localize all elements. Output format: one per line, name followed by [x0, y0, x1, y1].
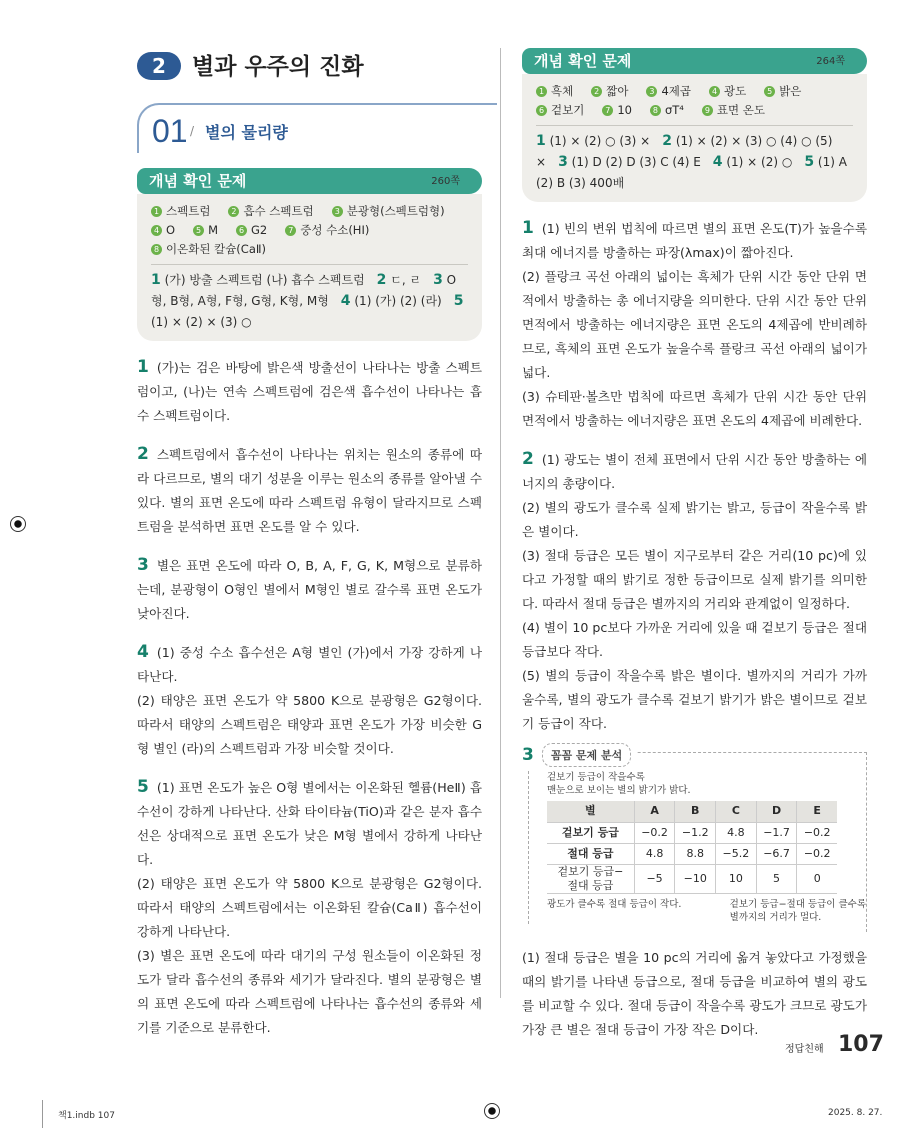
left-explanations	[137, 341, 482, 1040]
explanation-paragraph: 2 스펙트럼에서 흡수선이 나타나는 위치는 원소의 종류에 따라 다르므로, 별의 대기 성분을 이루는 원소의 종류를 알아낼 수 있다. 별의 표면 온도에 따라 스펙트럼 유형이 달라지므로 스펙트럼을 분석하면 표면 온도를 알 수 있다.	[137, 444, 482, 534]
answer-item: 2 ㄷ, ㄹ	[376, 272, 422, 288]
table-cell: 절대 등급	[547, 843, 634, 864]
explanation-paragraph: 4 (1) 중성 수소 흡수선은 A형 별인 (가)에서 가장 강하게 나타난다. (2) 태양은 표면 온도가 약 5800 K으로 분광형은 G2형이다. 따라서 태양의 스펙트럼은 태양과 표면 온도가 가장 비슷한 G형 별인 (라)의 스펙트럼과 가장 비슷할 것이다.	[137, 642, 482, 756]
number-circle-icon: 4	[151, 225, 162, 236]
keyword-item: 8 이온화된 칼슘(CaⅡ)	[151, 240, 266, 259]
question-number: 1	[137, 357, 149, 377]
table-cell: −0.2	[634, 822, 675, 843]
table-cell: −5.2	[716, 843, 757, 864]
footer-label: 정답친해	[785, 1044, 824, 1055]
question-number: 4	[137, 642, 149, 662]
keyword-item: 1 흑체	[536, 82, 573, 101]
analysis-body	[528, 771, 866, 924]
table-cell: 겉보기 등급	[547, 822, 634, 843]
keyword-item: 6 G2	[236, 221, 267, 240]
number-circle-icon: 9	[702, 105, 713, 116]
number-circle-icon: 1	[151, 206, 162, 217]
number-circle-icon: 3	[646, 86, 657, 97]
table-cell: 겉보기 등급− 절대 등급	[547, 864, 634, 893]
answer-item: 5 (1) A (2) B (3) 400배	[536, 154, 847, 190]
number-circle-icon: 3	[332, 206, 343, 217]
table-header-cell: A	[634, 801, 675, 822]
table-cell: −1.2	[675, 822, 716, 843]
answer-item: 2 (1) × (2) × (3) ○ (4) ○ (5) ×	[536, 133, 833, 169]
number-circle-icon: 5	[764, 86, 775, 97]
number-circle-icon: 5	[193, 225, 204, 236]
table-header-cell: B	[675, 801, 716, 822]
section-title: 별의 물리량	[205, 123, 288, 142]
explanation-paragraph: 5 (1) 표면 온도가 높은 O형 별에서는 이온화된 헬륨(HeⅡ) 흡수선이 강하게 나타난다. 산화 타이타늄(TiO)과 같은 분자 흡수선은 상대적으로 표면 온도가 낮은 M형 별에서 강하게 나타난다. (2) 태양은 표면 온도가 약 5800 K으로 분광형은 G2형이다. 따라서 태양의 스펙트럼에서는 이온화된 칼슘(CaⅡ) 흡수선이 강하게 나타난다. (3) 별은 표면 온도에 따라 대기의 구성 원소들이 이온화된 정도가 달라 흡수선의 종류와 세기가 달라진다. 별의 분광형은 별의 표면 온도에 따라 스펙트럼에 나타나는 흡수선의 종류와 세기를 기준으로 분류한다.	[137, 777, 482, 1035]
table-header-cell: C	[716, 801, 757, 822]
number-circle-icon: 7	[602, 105, 613, 116]
answer-item: 1 (1) × (2) ○ (3) ×	[536, 133, 651, 149]
number-circle-icon: 2	[228, 206, 239, 217]
number-circle-icon: 6	[236, 225, 247, 236]
explanation-paragraph: 1 (1) 빈의 변위 법칙에 따르면 별의 표면 온도(T)가 높을수록 최대 에너지를 방출하는 파장(λmax)이 짧아진다. (2) 플랑크 곡선 아래의 넓이는 흑체가 단위 시간 동안 단위 면적에서 방출하는 총 에너지량을 의미한다. 단위 시간 동안 단위 면적에서 방출하는 에너지량은 표면 온도의 4제곱에 반비례하므로, 흑체의 표면 온도가 높을수록 플랑크 곡선 아래의 넓이가 넓다. (3) 슈테판·볼츠만 법칙에 따르면 흑체가 단위 시간 동안 단위 면적에서 방출하는 에너지량은 표면 온도의 4제곱에 비례한다.	[522, 218, 867, 428]
section-number: 01	[152, 113, 188, 149]
magnitude-table	[547, 801, 837, 894]
crop-mark	[42, 1100, 43, 1128]
column-divider	[500, 48, 501, 998]
divider	[536, 125, 853, 126]
concept-box-body	[522, 74, 867, 202]
explanation-paragraph: 1 (가)는 검은 바탕에 밝은색 방출선이 나타나는 방출 스펙트럼이고, (나)는 연속 스펙트럼에 검은색 흡수선이 나타나는 흡수 스펙트럼이다.	[137, 357, 482, 423]
number-circle-icon: 8	[151, 244, 162, 255]
table-cell: −5	[634, 864, 675, 893]
table-cell: 8.8	[675, 843, 716, 864]
table-cell: 10	[716, 864, 757, 893]
answer-item: 3 (1) D (2) D (3) C (4) E	[558, 154, 701, 170]
table-cell: −0.2	[797, 822, 837, 843]
table-header-row	[547, 801, 837, 822]
page-number: 107	[838, 1032, 884, 1057]
right-concept-box	[522, 48, 867, 202]
answer-item: 1 (가) 방출 스펙트럼 (나) 흡수 스펙트럼	[151, 272, 365, 288]
table-cell: 5	[756, 864, 797, 893]
keyword-item: 4 O	[151, 221, 175, 240]
chapter-number: 2	[137, 52, 181, 80]
right-column	[522, 48, 867, 1042]
question-number: 1	[522, 218, 534, 238]
concept-banner: 개념 확인 문제 264쪽	[522, 48, 867, 74]
keyword-item: 8 σT⁴	[650, 101, 684, 120]
left-column	[137, 168, 482, 1040]
note-left: 광도가 클수록 절대 등급이 작다.	[547, 898, 682, 910]
keyword-item: 7 중성 수소(HⅠ)	[285, 221, 369, 240]
answer-item: 4 (1) (가) (2) (라)	[340, 293, 442, 309]
analysis-number: 3	[522, 745, 534, 765]
concept-box-body	[137, 194, 482, 341]
table-explanation: (1) 절대 등급은 별을 10 pc의 거리에 옮겨 놓았다고 가정했을 때의 밝기를 나타낸 등급으로, 절대 등급을 비교하여 별의 광도를 비교할 수 있다. 절대 등급이 작을수록 광도가 크므로 광도가 가장 큰 별은 절대 등급이 가장 작은 D이다.	[522, 949, 867, 1037]
number-circle-icon: 8	[650, 105, 661, 116]
notes-row	[547, 898, 866, 924]
table-row	[547, 864, 837, 893]
concept-banner: 개념 확인 문제 260쪽	[137, 168, 482, 194]
slash-icon: /	[190, 124, 195, 138]
number-circle-icon: 7	[285, 225, 296, 236]
keyword-item: 3 분광형(스펙트럼형)	[332, 202, 445, 221]
explanation-paragraph: 2 (1) 광도는 별이 전체 표면에서 단위 시간 동안 방출하는 에너지의 총량이다. (2) 별의 광도가 클수록 실제 밝기는 밝고, 등급이 작을수록 밝은 별이다. (3) 절대 등급은 모든 별이 지구로부터 같은 거리(10 pc)에 있다고 가정할 때의 밝기로 정한 등급이므로 실제 밝기를 의미한다. 따라서 절대 등급은 별까지의 거리와 관계없이 일정하다. (4) 별이 10 pc보다 가까운 거리에 있을 때 겉보기 등급은 절대 등급보다 작다. (5) 별의 등급이 작을수록 밝은 별이다. 별까지의 거리가 가까울수록, 별의 광도가 클수록 겉보기 밝기가 밝은 별이므로 겉보기 등급이 작다.	[522, 449, 867, 731]
keyword-item: 9 표면 온도	[702, 101, 765, 120]
table-cell: −1.7	[756, 822, 797, 843]
number-circle-icon: 4	[709, 86, 720, 97]
keyword-item: 5 밝은	[764, 82, 801, 101]
answer-item: 3 O형, B형, A형, F형, G형, K형, M형	[151, 272, 457, 308]
registration-mark-icon	[484, 1103, 500, 1119]
table-row	[547, 822, 837, 843]
question-number: 3	[137, 555, 149, 575]
registration-mark-icon	[10, 516, 26, 532]
left-concept-box	[137, 168, 482, 341]
keyword-item: 7 10	[602, 101, 632, 120]
question-number: 2	[137, 444, 149, 464]
keyword-item: 5 M	[193, 221, 218, 240]
analysis-frame	[522, 745, 867, 932]
right-explanations	[522, 202, 867, 736]
explanation-paragraph: 3 별은 표면 온도에 따라 O, B, A, F, G, K, M형으로 분류하는데, 분광형이 O형인 별에서 M형인 별로 갈수록 표면 온도가 낮아진다.	[137, 555, 482, 621]
note-right: 겉보기 등급−절대 등급이 클수록 별까지의 거리가 멀다.	[729, 898, 866, 923]
table-cell: −0.2	[797, 843, 837, 864]
table-cell: 0	[797, 864, 837, 893]
keyword-item: 2 짧아	[591, 82, 628, 101]
analysis-header	[522, 743, 637, 767]
table-row	[547, 843, 837, 864]
print-date: 2025. 8. 27.	[828, 1108, 883, 1118]
table-cell: 4.8	[716, 822, 757, 843]
chapter-title: 별과 우주의 진화	[192, 54, 364, 80]
note-top: 겉보기 등급이 작을수록 맨눈으로 보이는 별의 밝기가 밝다.	[547, 772, 691, 796]
table-cell: −6.7	[756, 843, 797, 864]
analysis-label: 꼼꼼 문제 분석	[542, 743, 631, 767]
question-number: 2	[522, 449, 534, 469]
answer-item: 4 (1) × (2) ○	[712, 154, 793, 170]
divider	[151, 264, 468, 265]
answer-item: 5 (1) × (2) × (3) ○	[151, 293, 464, 329]
number-circle-icon: 1	[536, 86, 547, 97]
table-header-cell: D	[756, 801, 797, 822]
table-header-cell: 별	[547, 801, 634, 822]
table-cell: −10	[675, 864, 716, 893]
keyword-item: 4 광도	[709, 82, 746, 101]
keyword-item: 2 흡수 스펙트럼	[228, 202, 313, 221]
page-ref: 264쪽	[816, 56, 845, 67]
table-cell: 4.8	[634, 843, 675, 864]
keyword-item: 1 스펙트럼	[151, 202, 210, 221]
page-ref: 260쪽	[431, 176, 460, 187]
table-header-cell: E	[797, 801, 837, 822]
file-name: 책1.indb 107	[58, 1111, 115, 1121]
keyword-item: 3 4제곱	[646, 82, 691, 101]
number-circle-icon: 6	[536, 105, 547, 116]
keyword-item: 6 겉보기	[536, 101, 584, 120]
question-number: 5	[137, 777, 149, 797]
number-circle-icon: 2	[591, 86, 602, 97]
